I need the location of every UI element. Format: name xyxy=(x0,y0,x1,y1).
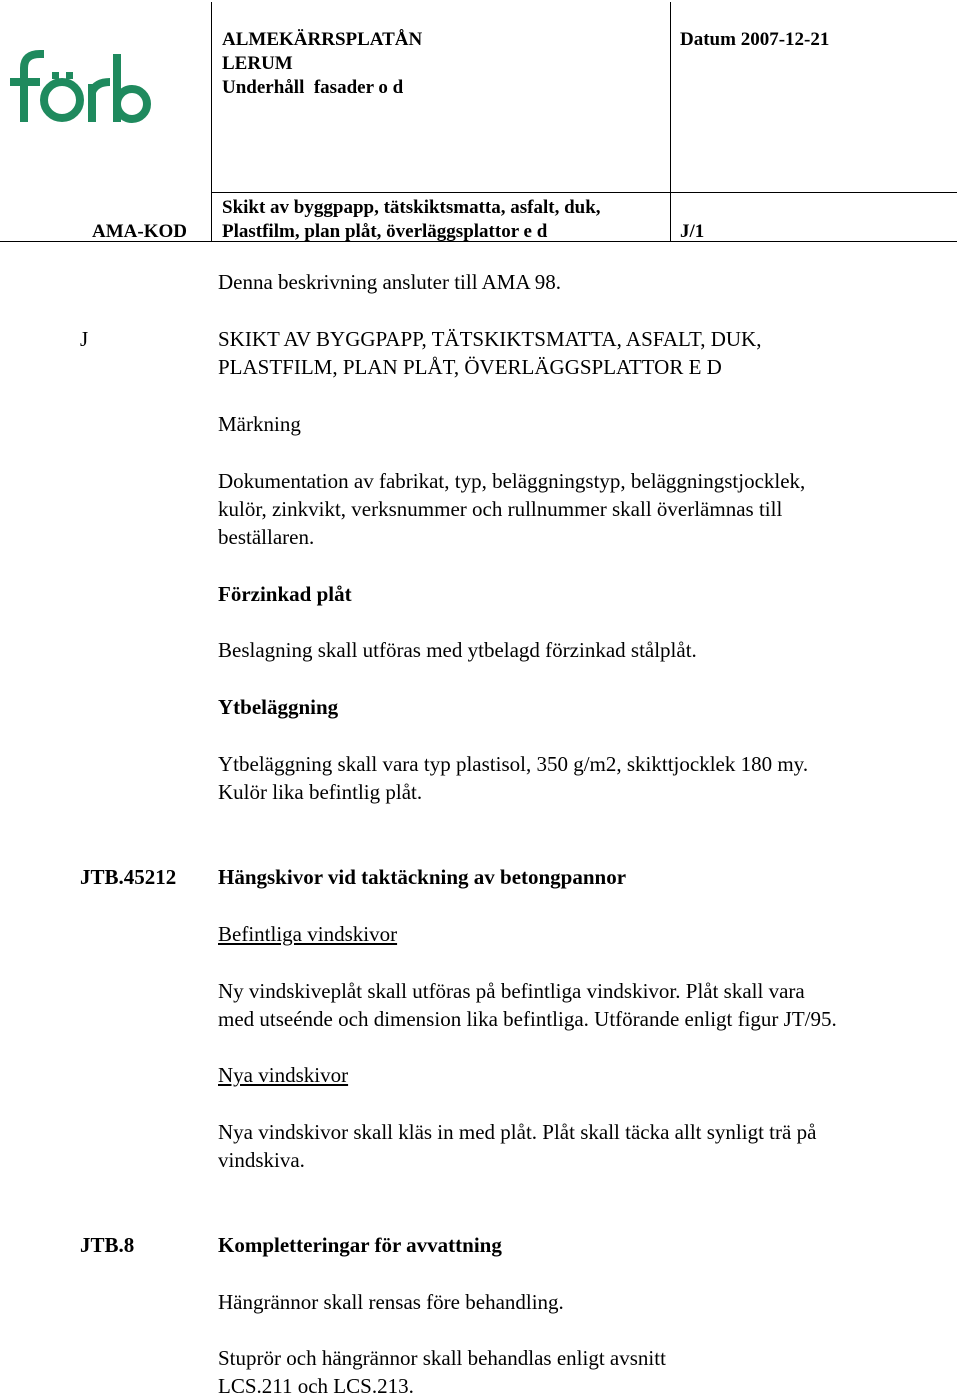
paragraph-line: Stuprör och hängrännor skall behandlas enligt avsnitt xyxy=(218,1346,666,1370)
project-name: ALMEKÄRRSPLATÅN xyxy=(222,29,423,50)
paragraph-line: Ny vindskiveplåt skall utföras på befintliga vindskivor. Plåt skall vara xyxy=(218,979,805,1003)
paragraph-line: Dokumentation av fabrikat, typ, beläggningstyp, beläggningstjocklek, xyxy=(218,469,806,493)
ama-code-label: AMA-KOD xyxy=(92,221,187,242)
paragraph-line: med utseénde och dimension lika befintliga. Utförande enligt figur JT/95. xyxy=(218,1007,837,1031)
header-divider-right xyxy=(670,2,671,242)
heading-galvanized-sheet: Förzinkad plåt xyxy=(218,582,352,606)
header-divider-left xyxy=(211,2,212,242)
intro-text: Denna beskrivning ansluter till AMA 98. xyxy=(218,270,561,294)
header-section-title xyxy=(222,196,601,244)
forbo-logo-icon xyxy=(6,48,168,128)
heading-coating: Ytbeläggning xyxy=(218,695,339,719)
section-title-line: PLASTFILM, PLAN PLÅT, ÖVERLÄGGSPLATTOR E D xyxy=(218,355,722,379)
paragraph-downpipes-treatment xyxy=(218,1344,948,1400)
section-code-jtb45212: JTB.45212 xyxy=(80,865,177,889)
paragraph-line: kulör, zinkvikt, verksnummer och rullnummer skall överlämnas till xyxy=(218,497,783,521)
paragraph-new-barge-boards xyxy=(218,1118,948,1174)
heading-existing-barge-boards: Befintliga vindskivor xyxy=(218,922,398,946)
paragraph-coating xyxy=(218,750,948,806)
paragraph-line: Kulör lika befintlig plåt. xyxy=(218,780,423,804)
forbo-logo xyxy=(6,48,168,133)
header-section-line: Skikt av byggpapp, tätskiktsmatta, asfalt, duk, xyxy=(222,197,601,218)
section-title-j xyxy=(218,325,948,381)
page-reference: J/1 xyxy=(680,221,705,242)
paragraph-existing-barge-boards xyxy=(218,977,948,1033)
project-scope: Underhåll fasader o d xyxy=(222,77,404,98)
header-section-line: Plastfilm, plan plåt, överläggsplattor e d xyxy=(222,221,548,242)
paragraph-line: LCS.211 och LCS.213. xyxy=(218,1374,414,1398)
section-code-jtb8: JTB.8 xyxy=(80,1233,135,1257)
paragraph-line: beställaren. xyxy=(218,525,315,549)
paragraph-line: vindskiva. xyxy=(218,1148,305,1172)
heading-new-barge-boards: Nya vindskivor xyxy=(218,1063,349,1087)
document-date: Datum 2007-12-21 xyxy=(680,29,830,50)
paragraph-line: Nya vindskivor skall kläs in med plåt. Plåt skall täcka allt synligt trä på xyxy=(218,1120,817,1144)
paragraph-line: Ytbeläggning skall vara typ plastisol, 350 g/m2, skikttjocklek 180 my. xyxy=(218,752,809,776)
heading-marking: Märkning xyxy=(218,412,301,436)
project-location: LERUM xyxy=(222,53,293,74)
paragraph-galvanized-sheet: Beslagning skall utföras med ytbelagd förzinkad stålplåt. xyxy=(218,638,697,662)
paragraph-gutters-cleaning: Hängrännor skall rensas före behandling. xyxy=(218,1290,564,1314)
header-rule-middle xyxy=(211,192,957,193)
paragraph-marking xyxy=(218,467,948,551)
section-title-jtb8: Kompletteringar för avvattning xyxy=(218,1233,502,1257)
section-code-j: J xyxy=(80,327,89,351)
section-title-line: SKIKT AV BYGGPAPP, TÄTSKIKTSMATTA, ASFALT, DUK, xyxy=(218,327,762,351)
section-title-jtb45212: Hängskivor vid taktäckning av betongpannor xyxy=(218,865,627,889)
project-block xyxy=(222,28,422,100)
